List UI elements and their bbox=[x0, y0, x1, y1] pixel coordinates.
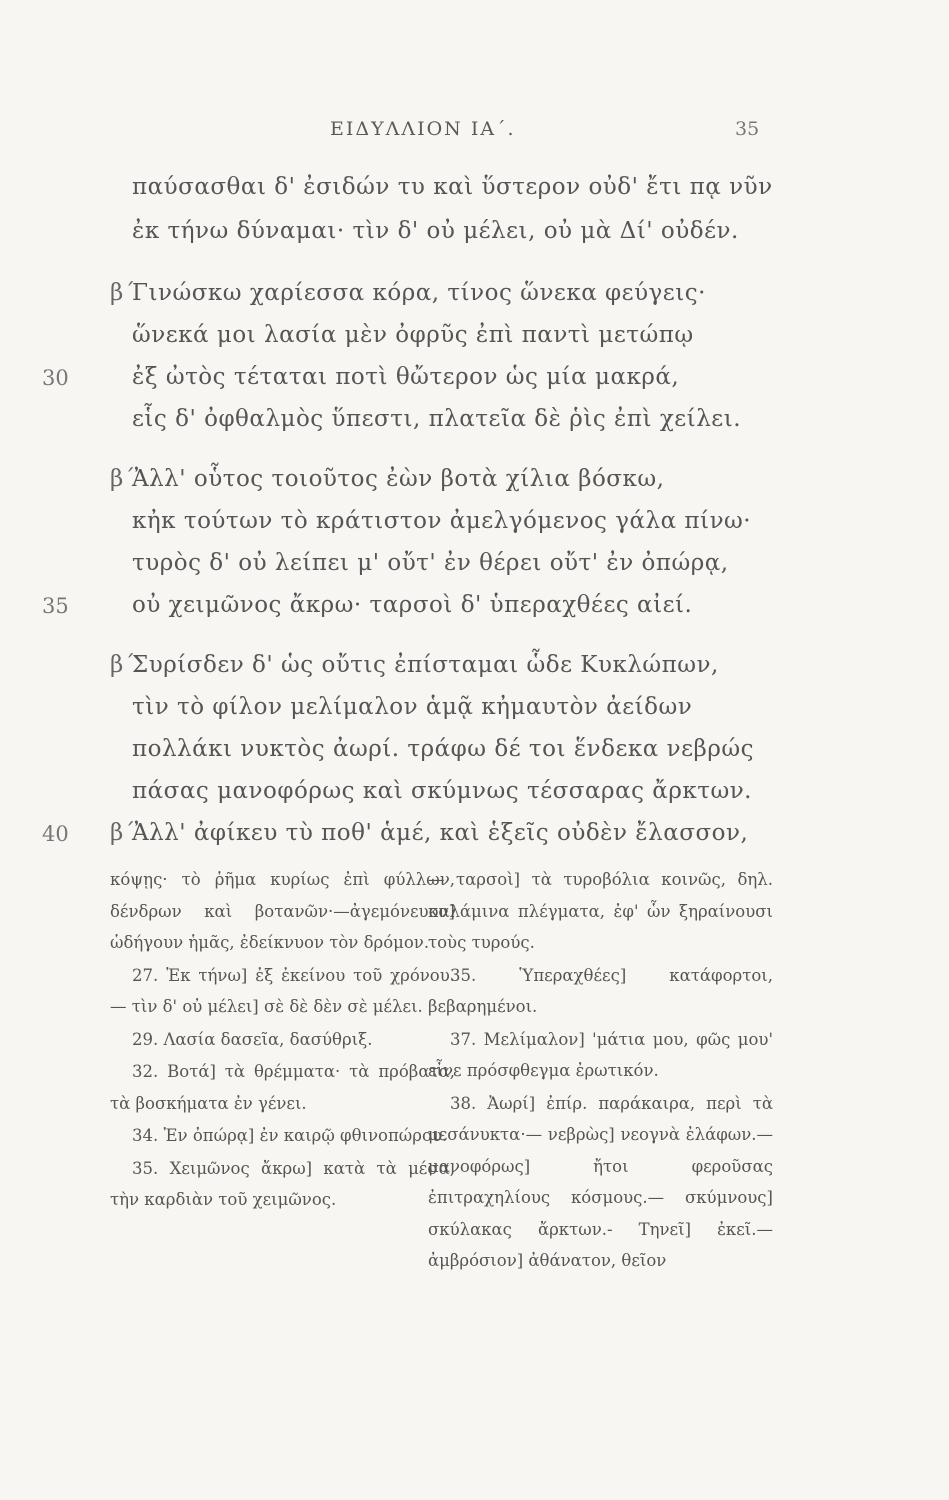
verse-text: τὶν τὸ φίλον μελίμαλον ἁμᾷ κἠμαυτὸν ἀείδων bbox=[132, 694, 693, 720]
poem-line bbox=[110, 508, 890, 534]
notes-right-column bbox=[428, 864, 773, 1278]
page-header bbox=[0, 118, 949, 148]
verse-text: οὐ χειμῶνος ἄκρω· ταρσοὶ δ' ὑπεραχθέες αἰεί. bbox=[132, 592, 693, 618]
verse-text: εἷς δ' ὀφθαλμὸς ὕπεστι, πλατεῖα δὲ ῥὶς ἐπὶ χείλει. bbox=[132, 406, 742, 432]
poem-line bbox=[110, 694, 890, 720]
footnote: 32. Βοτά] τὰ θρέμματα· τὰ πρόβατα, τὰ βοσκήματα ἐν γένει. bbox=[110, 1062, 455, 1113]
poem-line bbox=[110, 652, 890, 678]
speaker-marker: β΄ bbox=[110, 652, 136, 678]
running-head: ΕΙΔΥΛΛΙΟΝ ΙΑ΄. bbox=[330, 118, 516, 140]
speaker-marker: β΄ bbox=[110, 466, 136, 492]
verse-text: ὥνεκά μοι λασία μὲν ὀφρῦς ἐπὶ παντὶ μετώπῳ bbox=[132, 322, 694, 348]
verse-text: πολλάκι νυκτὸς ἀωρί. τράφω δέ τοι ἕνδεκα νεβρώς bbox=[132, 736, 754, 762]
footnote: 35. Ὑπεραχθέες] κατάφορτοι, βεβαρημένοι. bbox=[428, 965, 773, 1016]
speaker-marker: β΄ bbox=[110, 280, 136, 306]
poem-line bbox=[110, 736, 890, 762]
footnote: — ταρσοὶ] τὰ τυροβόλια κοινῶς, δηλ. καλάμινα πλέγματα, ἐφ' ὧν ξηραίνουσι τοὺς τυρούς. bbox=[428, 870, 773, 952]
line-number: 35 bbox=[42, 594, 69, 618]
poem-line bbox=[110, 280, 890, 306]
poem-line bbox=[110, 406, 890, 432]
poem-line bbox=[110, 550, 890, 576]
verse-text: πάσας μανοφόρως καὶ σκύμνως τέσσαρας ἄρκτων. bbox=[132, 778, 752, 804]
poem-line bbox=[110, 364, 890, 390]
verse-text: τυρὸς δ' οὐ λείπει μ' οὔτ' ἐν θέρει οὔτ' ἐν ὀπώρᾳ, bbox=[132, 550, 729, 576]
footnote: 35. Χειμῶνος ἄκρω] κατὰ τὰ μέσα, τὴν καρδιὰν τοῦ χειμῶνος. bbox=[110, 1158, 455, 1209]
poem-line bbox=[110, 592, 890, 618]
verse-text: ἐκ τήνω δύναμαι· τὶν δ' οὐ μέλει, οὐ μὰ Δί' οὐδέν. bbox=[132, 218, 739, 244]
poem-line bbox=[110, 322, 890, 348]
poem-line bbox=[110, 466, 890, 492]
footnote: 34. Ἐν ὀπώρᾳ] ἐν καιρῷ φθινοπώρου. bbox=[132, 1126, 448, 1145]
poem-line bbox=[110, 218, 890, 244]
verse-text: παύσασθαι δ' ἐσιδών τυ καὶ ὕστερον οὐδ' ἔτι πᾳ νῦν bbox=[132, 174, 773, 200]
verse-text: κἠκ τούτων τὸ κράτιστον ἀμελγόμενος γάλα πίνω· bbox=[132, 508, 752, 534]
footnote: 37. Μελίμαλον] 'μάτια μου, φῶς μου' εἶνε πρόσφθεγμα ἐρωτικόν. bbox=[428, 1029, 773, 1080]
verse-text: Ἀλλ' ἀφίκευ τὺ ποθ' ἁμέ, καὶ ἑξεῖς οὐδὲν ἔλασσον, bbox=[132, 820, 749, 846]
verse-text: Γινώσκω χαρίεσσα κόρα, τίνος ὥνεκα φεύγεις· bbox=[132, 280, 706, 306]
verse-text: Ἀλλ' οὗτος τοιοῦτος ἐὼν βοτὰ χίλια βόσκω, bbox=[132, 466, 665, 492]
poem-line bbox=[110, 820, 890, 846]
poem-line bbox=[110, 778, 890, 804]
notes-left-column bbox=[110, 864, 455, 1217]
footnote: 38. Ἀωρί] ἐπίρ. παράκαιρα, περὶ τὰ μεσάνυκτα·— νεβρὼς] νεογνὰ ἐλάφων.— μανοφόρως] ἤτοι φεροῦσας ἐπιτραχηλίους κόσμους.— σκύμνους] σκύλακας ἄρκτων.- Τηνεῖ] ἐκεῖ.— ἀμβρόσιον] ἀθάνατον, θεῖον bbox=[428, 1093, 773, 1270]
footnote: 27. Ἐκ τήνω] ἐξ ἐκείνου τοῦ χρόνου.— τὶν δ' οὐ μέλει] σὲ δὲ δὲν σὲ μέλει. bbox=[110, 965, 455, 1016]
footnote: κόψῃς· τὸ ῥῆμα κυρίως ἐπὶ φύλλων, δένδρων καὶ βοτανῶν·—ἀγεμόνευον] ὡδήγουν ἡμᾶς, ἐδείκνυον τὸν δρόμον. bbox=[110, 870, 455, 952]
poem-line bbox=[110, 174, 890, 200]
verse-text: ἐξ ὠτὸς τέταται ποτὶ θὤτερον ὡς μία μακρά, bbox=[132, 364, 680, 390]
page-number: 35 bbox=[735, 118, 760, 140]
verse-text: Συρίσδεν δ' ὡς οὔτις ἐπίσταμαι ὧδε Κυκλώπων, bbox=[132, 652, 719, 678]
speaker-marker: β΄ bbox=[110, 820, 136, 846]
line-number: 40 bbox=[42, 822, 69, 846]
line-number: 30 bbox=[42, 366, 69, 390]
footnote: 29. Λασία δασεῖα, δασύθριξ. bbox=[132, 1029, 373, 1049]
